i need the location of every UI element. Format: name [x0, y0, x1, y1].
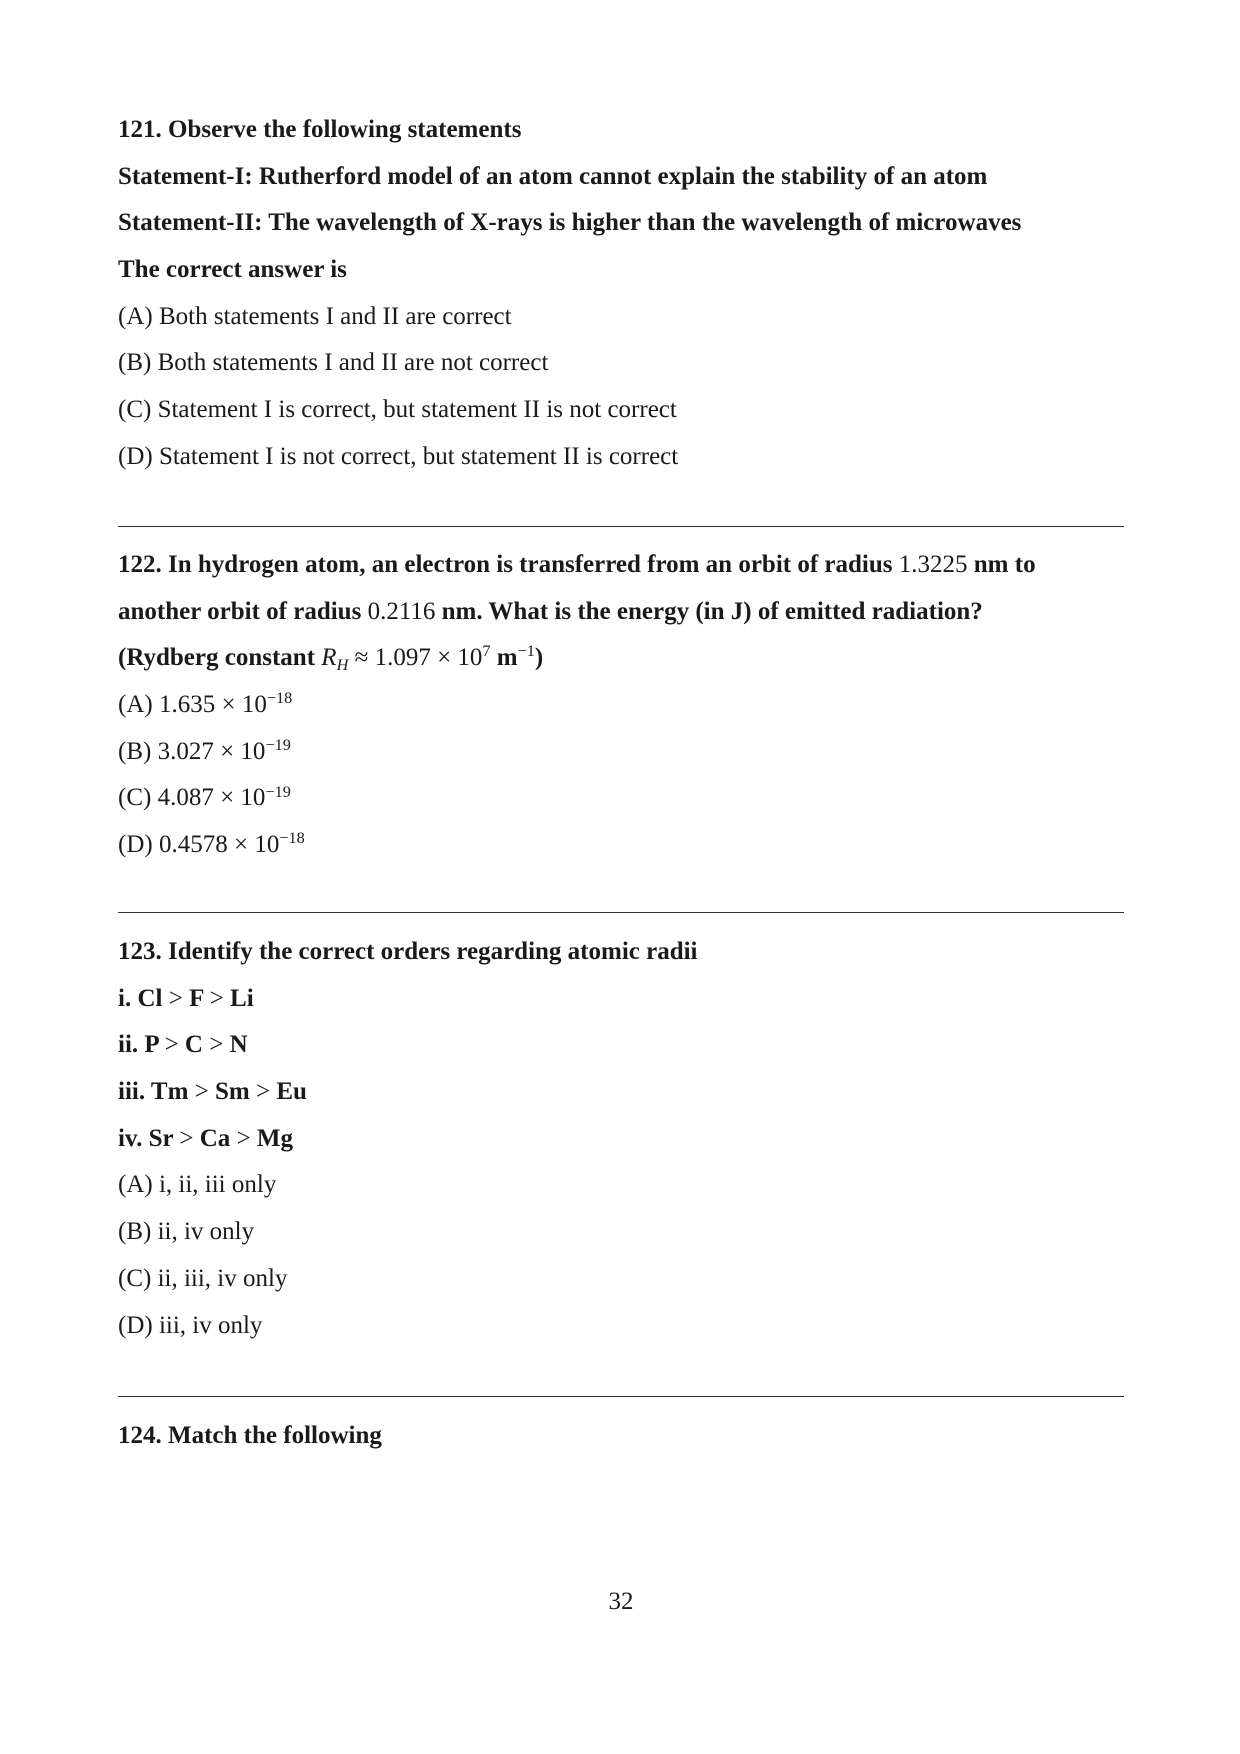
order-label: ii. — [118, 1031, 139, 1059]
order-element: Tm — [150, 1078, 189, 1106]
question-122-line-1 — [118, 542, 1124, 589]
question-121-option-d: (D) Statement I is not correct, but statement II is correct — [118, 442, 679, 470]
question-123-option-a: (A) i, ii, iii only — [118, 1171, 277, 1199]
greater-than-sign: > — [179, 1124, 194, 1152]
question-121-option-b: (B) Both statements I and II are not correct — [118, 349, 549, 377]
option-mantissa: 0.4578 × 10 — [158, 831, 280, 859]
rydberg-symbol-letter: R — [321, 644, 337, 672]
question-123-option-d: (D) iii, iv only — [118, 1311, 263, 1339]
approx-sign: ≈ — [354, 644, 369, 672]
greater-than-sign: > — [236, 1124, 251, 1152]
question-121-statement-1: Statement-I: Rutherford model of an atom cannot explain the stability of an atom — [118, 162, 988, 190]
order-element: Sm — [215, 1078, 250, 1106]
option-label: (C) — [118, 784, 152, 812]
option-exponent: −18 — [266, 689, 293, 708]
order-label: i. — [118, 984, 132, 1012]
order-element: Cl — [137, 984, 163, 1012]
greater-than-sign: > — [164, 1031, 179, 1059]
exam-page — [118, 0, 1124, 1754]
question-122-line-1-unit: nm to — [973, 551, 1036, 578]
order-element: Li — [230, 984, 254, 1012]
greater-than-sign: > — [209, 984, 224, 1012]
radii-order-iii — [118, 1069, 1124, 1116]
greater-than-sign: > — [194, 1078, 209, 1106]
question-121-option-a: (A) Both statements I and II are correct — [118, 302, 512, 330]
rydberg-unit — [497, 644, 535, 671]
option-mantissa: 3.027 × 10 — [157, 737, 266, 765]
question-122-line-2 — [118, 589, 1124, 636]
rydberg-mantissa: 1.097 × 10 — [374, 644, 483, 672]
question-124 — [118, 1413, 1124, 1460]
order-element: Ca — [199, 1124, 231, 1152]
question-122-line-1-text: 122. In hydrogen atom, an electron is transferred from an orbit of radius — [118, 551, 893, 578]
order-element: P — [144, 1031, 159, 1059]
divider-rule-1 — [118, 526, 1124, 527]
question-121-option-c: (C) Statement I is correct, but statement II is not correct — [118, 396, 677, 424]
rydberg-value — [375, 644, 491, 671]
order-element: N — [229, 1031, 248, 1059]
greater-than-sign: > — [256, 1078, 271, 1106]
option-exponent: −19 — [265, 782, 291, 801]
question-122-rydberg-line — [118, 635, 1124, 682]
order-element: Eu — [276, 1078, 307, 1106]
order-label: iv. — [118, 1124, 143, 1152]
option-label: (D) — [118, 831, 153, 859]
question-121-title: 121. Observe the following statements — [118, 116, 522, 143]
question-122-line-2-rest: nm. What is the energy (in J) of emitted radiation? — [441, 597, 983, 625]
order-element: Mg — [256, 1124, 294, 1152]
question-123-option-b: (B) ii, iv only — [118, 1218, 255, 1246]
option-mantissa: 1.635 × 10 — [158, 691, 267, 719]
question-122-option-a — [118, 682, 1124, 729]
order-element: F — [189, 984, 204, 1012]
question-122-line-2-text: another orbit of radius — [118, 597, 362, 625]
rydberg-exponent: 7 — [482, 642, 491, 661]
option-label: (B) — [118, 737, 152, 765]
question-123 — [118, 929, 1124, 1349]
radii-order-ii — [118, 1022, 1124, 1069]
question-121-statement-2: Statement-II: The wavelength of X-rays is higher than the wavelength of microwaves — [118, 209, 1022, 237]
greater-than-sign: > — [168, 984, 183, 1012]
question-121-prompt: The correct answer is — [118, 256, 347, 284]
question-122-radius-2: 0.2116 — [367, 597, 436, 625]
rydberg-close-paren: ) — [534, 644, 544, 672]
rydberg-unit-exponent: −1 — [517, 642, 535, 661]
option-exponent: −19 — [265, 735, 291, 754]
question-122-option-c — [118, 775, 1124, 822]
question-121 — [118, 107, 1124, 481]
greater-than-sign: > — [209, 1031, 224, 1059]
question-123-option-c: (C) ii, iii, iv only — [118, 1264, 288, 1292]
question-122-option-b — [118, 729, 1124, 776]
order-element: C — [184, 1031, 203, 1059]
option-exponent: −18 — [279, 829, 305, 848]
radii-order-i — [118, 976, 1124, 1023]
rydberg-symbol — [321, 644, 349, 675]
page-number: 32 — [608, 1588, 634, 1615]
rydberg-subscript: H — [336, 656, 349, 675]
divider-rule-2 — [118, 912, 1124, 913]
option-mantissa: 4.087 × 10 — [157, 784, 266, 812]
question-124-title: 124. Match the following — [118, 1422, 382, 1449]
divider-rule-3 — [118, 1396, 1124, 1397]
order-label: iii. — [118, 1078, 146, 1106]
order-element: Sr — [148, 1124, 174, 1152]
rydberg-label: (Rydberg constant — [118, 644, 316, 672]
question-123-title: 123. Identify the correct orders regarding atomic radii — [118, 938, 698, 965]
option-label: (A) — [118, 691, 153, 719]
rydberg-unit-base: m — [496, 644, 518, 672]
question-122-radius-1: 1.3225 — [898, 551, 968, 578]
question-122 — [118, 542, 1124, 869]
radii-order-iv — [118, 1116, 1124, 1163]
question-122-option-d — [118, 822, 1124, 869]
